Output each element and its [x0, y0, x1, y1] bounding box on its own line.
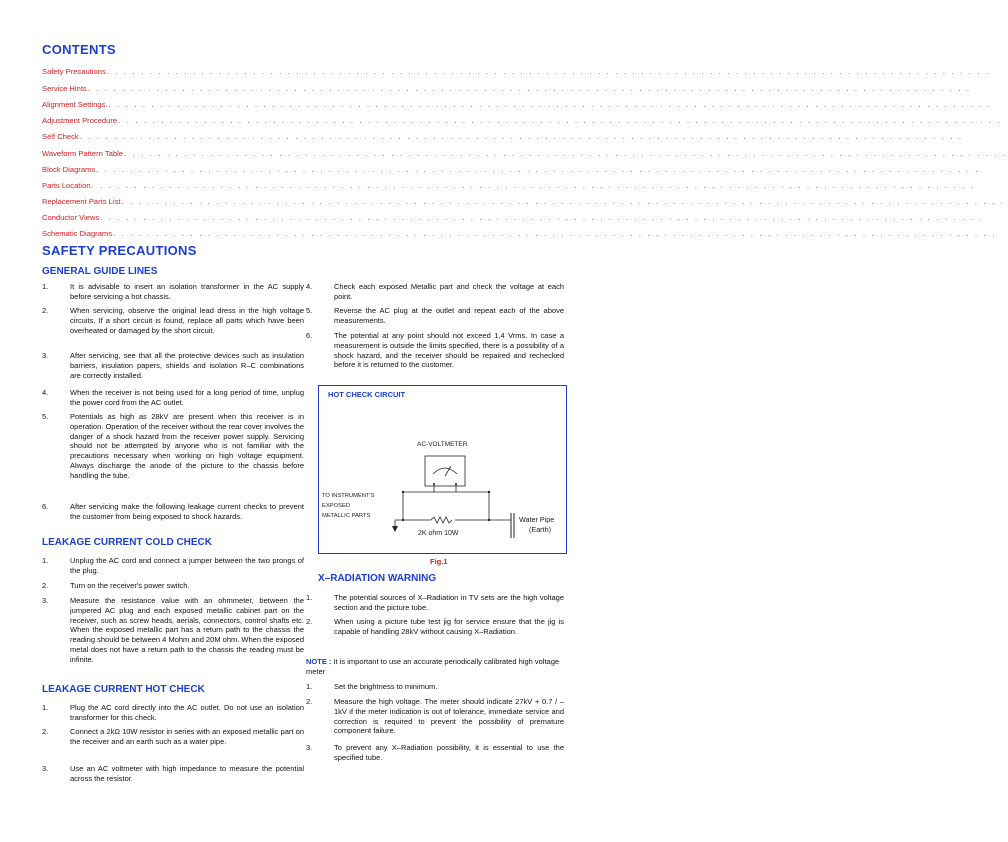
list-item: 1. Plug the AC cord directly into the AC outlet. Do not use an isolation transformer for this check.: [42, 703, 304, 722]
note-label: NOTE :: [306, 657, 332, 666]
toc-entry[interactable]: Waveform Pattern Table. . . . . . . . . . . . . . . . . . . . . . . . . . . . . . . . . . . . . . . . . . . . . . . . . . . . . . . . . . . . . . . . . . . . . . . . . . . . . . . . . . . . . . . . . . . . . . . . . . . . . . .: [42, 149, 1008, 158]
list-item: 1. Set the brightness to minimum.: [306, 682, 438, 691]
voltmeter-icon: [425, 456, 465, 486]
figure-caption: Fig.1: [430, 557, 448, 566]
contents-title: CONTENTS: [42, 42, 116, 57]
toc-entry[interactable]: Service Hints. . . . . . . . . . . . . . . . . . . . . . . . . . . . . . . . . . . . . . . . . . . . . . . . . . . . . . . . . . . . . . . . . . . . . . . . . . . . . . . . . . . . . . . . . . . . . . . . . . . . . . .: [42, 84, 972, 93]
toc-entry[interactable]: Adjustment Procedure. . . . . . . . . . . . . . . . . . . . . . . . . . . . . . . . . . . . . . . . . . . . . . . . . . . . . . . . . . . . . . . . . . . . . . . . . . . . . . . . . . . . . . . . . . . . . . . . . . . . . . .: [42, 116, 1002, 125]
voltmeter-label: AC-VOLTMETER: [417, 441, 468, 448]
general-guidelines-heading: GENERAL GUIDE LINES: [42, 266, 158, 277]
svg-text:METALLIC PARTS: METALLIC PARTS: [322, 513, 371, 519]
toc-entry[interactable]: Self Check. . . . . . . . . . . . . . . . . . . . . . . . . . . . . . . . . . . . . . . . . . . . . . . . . . . . . . . . . . . . . . . . . . . . . . . . . . . . . . . . . . . . . . . . . . . . . . . . . . . . . . .: [42, 132, 964, 141]
list-item: 5. Reverse the AC plug at the outlet and repeat each of the above measurements.: [306, 306, 564, 325]
list-item: 3. Measure the resistance value with an ohmmeter, between the jumpered AC plug and each exposed metallic cabinet part on the receiver, such as screw heads, aerials, connectors, control shafts etc. When the exposed metallic part has a return path to the chassis the reading should be between 4 Mohm and 20M ohm. When the exposed metal does not have a return path to the chassis the reading must be infinite.: [42, 596, 304, 664]
toc-entry[interactable]: Alignment Settings.. . . . . . . . . . . . . . . . . . . . . . . . . . . . . . . . . . . . . . . . . . . . . . . . . . . . . . . . . . . . . . . . . . . . . . . . . . . . . . . . . . . . . . . . . . . . . . . . . . . . . . .: [42, 100, 992, 109]
list-item: 2. When using a picture tube test jig for service ensure that the jig is capable of handling 28kV without causing X–Radiation.: [306, 617, 564, 636]
toc-entry[interactable]: Block Diagrams. . . . . . . . . . . . . . . . . . . . . . . . . . . . . . . . . . . . . . . . . . . . . . . . . . . . . . . . . . . . . . . . . . . . . . . . . . . . . . . . . . . . . . . . . . . . . . . . . . . . . . .: [42, 165, 980, 174]
list-item: 2. Measure the high voltage. The meter should indicate 27kV + 0.7 / – 1kV if the meter indication is out of tolerance, immediate service and correction is required to prevent the possibility of premature component failure.: [306, 697, 564, 736]
list-item: 4. When the receiver is not being used for a long period of time, unplug the power cord from the AC outlet.: [42, 388, 304, 407]
list-item: 6. The potential at any point should not exceed 1,4 Vrms. In case a measurement is outside the limits specified, there is a possibility of a shock hazard, and the receiver should be repaired and rechecked before it is returned to the customer.: [306, 331, 564, 370]
list-item: 3. To prevent any X–Radiation possibility, it is essential to use the specified tube.: [306, 743, 564, 762]
list-item: 2. When servicing, observe the original lead dress in the high voltage circuits. If a short circuit is found, replace all parts which have been overheated or damaged by the short circuit.: [42, 306, 304, 335]
instrument-label: TO INSTRUMENT'S: [322, 493, 375, 499]
xray-heading: X–RADIATION WARNING: [318, 573, 437, 584]
list-item: 4. Check each exposed Metallic part and check the voltage at each point.: [306, 282, 564, 301]
water-pipe-label: Water Pipe: [519, 515, 555, 524]
hot-check-circuit-figure: [318, 385, 567, 554]
resistor-label: 2K ohm 10W: [418, 530, 459, 537]
circuit-title: HOT CHECK CIRCUIT: [328, 390, 406, 399]
resistor-icon: [431, 517, 452, 523]
list-item: 3. Use an AC voltmeter with high impedance to measure the potential across the resistor.: [42, 764, 304, 783]
toc-entry[interactable]: Safety Precautions. . . . . . . . . . . . . . . . . . . . . . . . . . . . . . . . . . . . . . . . . . . . . . . . . . . . . . . . . . . . . . . . . . . . . . . . . . . . . . . . . . . . . . . . . . . . . . . . . . . . . . .: [42, 67, 991, 76]
svg-text:EXPOSED: EXPOSED: [322, 503, 351, 509]
list-item: 1. It is advisable to insert an isolation transformer in the AC supply before servicing a hot chassis.: [42, 282, 304, 301]
list-item: 2. Connect a 2kΩ 10W resistor in series with an exposed metallic part on the receiver and an earth such as a water pipe.: [42, 727, 304, 746]
note: [306, 657, 566, 677]
list-item: 1. The potential sources of X–Radiation in TV sets are the high voltage section and the picture tube.: [306, 593, 564, 612]
arrow-down-icon: [392, 526, 398, 532]
list-item: 2. Turn on the receiver's power switch.: [42, 581, 190, 590]
toc-entry[interactable]: Parts Location. . . . . . . . . . . . . . . . . . . . . . . . . . . . . . . . . . . . . . . . . . . . . . . . . . . . . . . . . . . . . . . . . . . . . . . . . . . . . . . . . . . . . . . . . . . . . . . . . . . . . . .: [42, 181, 976, 190]
list-item: 6. After servicing make the following leakage current checks to prevent the customer from being exposed to shock hazards.: [42, 502, 304, 521]
list-item: 1. Unplug the AC cord and connect a jumper between the two prongs of the plug.: [42, 556, 304, 575]
toc-entry[interactable]: Replacement Parts List. . . . . . . . . . . . . . . . . . . . . . . . . . . . . . . . . . . . . . . . . . . . . . . . . . . . . . . . . . . . . . . . . . . . . . . . . . . . . . . . . . . . . . . . . . . . . . . . . . . . . . .: [42, 197, 1006, 206]
safety-title: SAFETY PRECAUTIONS: [42, 243, 197, 258]
svg-text:(Earth): (Earth): [529, 525, 551, 534]
note-text: It is important to use an accurate periodically calibrated high voltage meter: [306, 657, 560, 676]
cold-check-heading: LEAKAGE CURRENT COLD CHECK: [42, 537, 212, 548]
hot-check-heading: LEAKAGE CURRENT HOT CHECK: [42, 684, 205, 695]
toc-entry[interactable]: Schematic Diagrams. . . . . . . . . . . . . . . . . . . . . . . . . . . . . . . . . . . . . . . . . . . . . . . . . . . . . . . . . . . . . . . . . . . . . . . . . . . . . . . . . . . . . . . . . . . . . . . . . . . . . . .: [42, 229, 997, 238]
list-item: 5. Potentials as high as 28kV are present when this receiver is in operation. Operation of the receiver without the rear cover involves the danger of a shock hazard from the receiver power supply. Servicing should not be attempted by anyone who is not familiar with the precautions necessary when working on high voltage equipment. Always discharge the anode of the picture to the chassis before handling the tube.: [42, 412, 304, 480]
list-item: 3. After servicing, see that all the protective devices such as insulation barriers, insulation papers, shields and isolation R–C combinations are correctly installed.: [42, 351, 304, 380]
toc-entry[interactable]: Conductor Views. . . . . . . . . . . . . . . . . . . . . . . . . . . . . . . . . . . . . . . . . . . . . . . . . . . . . . . . . . . . . . . . . . . . . . . . . . . . . . . . . . . . . . . . . . . . . . . . . . . . . . .: [42, 213, 984, 222]
circuit-diagram: [319, 386, 566, 553]
